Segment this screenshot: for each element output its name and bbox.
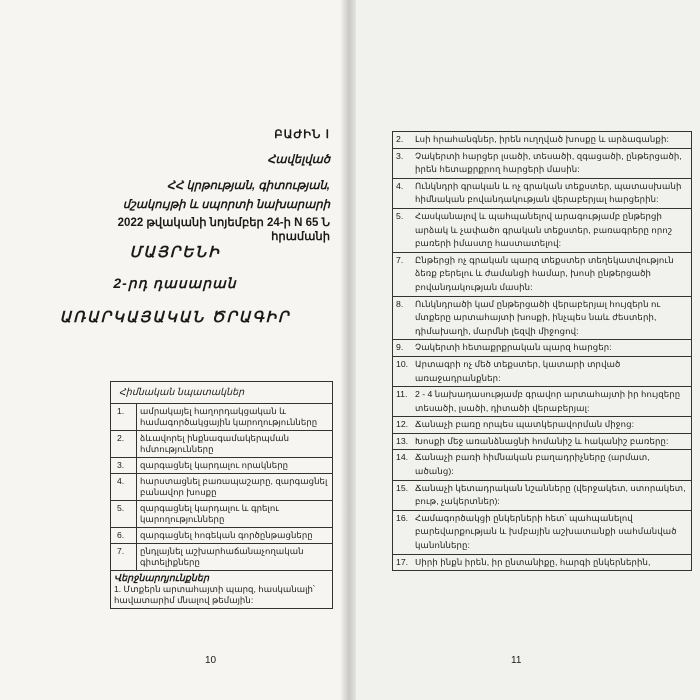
goal-number: 4. (111, 474, 137, 501)
result-row (393, 296, 692, 340)
result-number: 15. (393, 480, 413, 510)
goal-text: զարգացնել կարդալու որակները (137, 458, 333, 474)
result-text: Ճանաչի բառը որպես պատկերավորման միջոց: (412, 417, 692, 434)
result-number: 7. (393, 252, 413, 296)
result-row (393, 554, 692, 571)
program-title: ԱՌԱՐԿԱՅԱԿԱՆ ԾՐԱԳԻՐ (59, 309, 291, 326)
result-row (393, 417, 692, 434)
right-page (350, 0, 700, 700)
result-number: 14. (393, 450, 413, 480)
goal-text: զարգացնել հոգեկան գործընթացները (137, 528, 333, 544)
goal-text: հարստացնել բառապաշարը, զարգացնել բանավոր խոսքը (137, 474, 333, 501)
result-text: Ընթերցի ոչ գրական պարզ տեքստեր տեղեկատվություն ձեռք բերելու և ժամանցի համար, խոսի ընթերցածի բովանդակության մասին: (412, 252, 692, 296)
result-number: 13. (393, 433, 413, 450)
result-row (393, 387, 692, 417)
ministry-line-2: մշակույթի և սպորտի նախարարի (122, 199, 330, 211)
result-number: 5. (393, 208, 413, 252)
goal-text: զարգացնել կարդալու և գրելու կարողությունները (137, 501, 333, 528)
result-number: 4. (393, 178, 413, 208)
result-number: 2. (393, 132, 413, 149)
goal-number: 1. (111, 404, 137, 431)
goal-row (111, 404, 333, 431)
result-text: Ճանաչի կետադրական նշանները (վերջակետ, ստորակետ, բութ, չակերտներ): (412, 480, 692, 510)
goal-row (111, 458, 333, 474)
appendix-label: Հավելված (267, 154, 330, 166)
page-number-left: 10 (205, 655, 217, 666)
result-row (393, 178, 692, 208)
final-results-cell (111, 571, 333, 609)
result-row (393, 356, 692, 386)
result-row (393, 450, 692, 480)
result-number: 3. (393, 148, 413, 178)
result-text: Համագործակցի ընկերների հետ՝ պահպանելով բարեվարքության և խմբային աշխատանքի սահմանված կանոնները: (412, 510, 692, 554)
goal-row (111, 528, 333, 544)
result-text: Լսի հրահանգներ, իրեն ուղղված խոսքը և արձագանքի: (412, 132, 692, 149)
result-text: Չակերտի հարցեր լսածի, տեսածի, զգացածի, ընթերցածի, իրեն հետաքրքրող հարցերի մասին: (412, 148, 692, 178)
result-text: Չակերտի հետաքրքրական պարզ հարցեր: (412, 340, 692, 357)
goal-number: 6. (111, 528, 137, 544)
result-row (393, 480, 692, 510)
goal-text: ընդլայնել աշխարհաճանաչողական գիտելիքները (137, 544, 333, 571)
subject-title: ՄԱՅՐԵՆԻ (129, 244, 221, 261)
result-row (393, 252, 692, 296)
result-row (393, 433, 692, 450)
result-row (393, 510, 692, 554)
result-number: 8. (393, 296, 413, 340)
result-number: 10. (393, 356, 413, 386)
part-heading: ԲԱԺԻՆ Ⅰ (274, 129, 330, 141)
result-text: Ճանաչի բառի հիմնական բաղադրիչները (արմատ, ածանց): (412, 450, 692, 480)
final-result-item: 1. Մտքերն արտահայտի պարզ, հասկանալի՝ հավատարիմ մնալով թեմային: (114, 584, 315, 605)
result-number: 16. (393, 510, 413, 554)
result-text: Ունկնդրի գրական և ոչ գրական տեքստեր, պատասխանի հիմնական բովանդակության վերաբերյալ հարցերին: (412, 178, 692, 208)
result-number: 9. (393, 340, 413, 357)
goal-number: 3. (111, 458, 137, 474)
result-number: 11. (393, 387, 413, 417)
goal-row (111, 474, 333, 501)
final-results-header: Վերջնարդյունքներ (114, 573, 209, 584)
goals-table (110, 381, 333, 609)
goal-row (111, 544, 333, 571)
page-number-right: 11 (511, 655, 522, 666)
result-number: 12. (393, 417, 413, 434)
order-reference: 2022 թվականի նոյեմբեր 24-ի N 65 Ն հրամանի (117, 217, 330, 243)
goal-text: ամրակայել հաղորդակցական և համագործակցային կարողությունները (137, 404, 333, 431)
goal-number: 5. (111, 501, 137, 528)
results-table (392, 131, 692, 571)
grade-label: 2-րդ դասարան (113, 275, 237, 291)
ministry-line-1: ՀՀ կրթության, գիտության, (166, 180, 330, 192)
result-text: Սիրի ինքն իրեն, իր ընտանիքը, հարգի ընկերներին, (412, 554, 692, 571)
result-number: 17. (393, 554, 413, 571)
result-row (393, 340, 692, 357)
result-text: Հասկանալով և պահպանելով արագությամբ ընթերցի արձակ և չափածո գրական տեքստեր, բառագրերը որոշ բառերի իմաստը հաստատելով: (412, 208, 692, 252)
result-text: 2 - 4 նախադասությամբ գրավոր արտահայտի իր հույզերը տեսածի, լսածի, դիտածի վերաբերյալ: (412, 387, 692, 417)
result-text: Արտագրի ոչ մեծ տեքստեր, կատարի տրված առաջադրանքներ: (412, 356, 692, 386)
result-text: Խոսքի մեջ առանձնացնի հոմանիշ և հականիշ բառերը: (412, 433, 692, 450)
goal-number: 7. (111, 544, 137, 571)
book-gutter (340, 0, 356, 700)
goal-row (111, 431, 333, 458)
result-text: Ունկնդրածի կամ ընթերցածի վերաբերյալ հույզերն ու մտքերը արտահայտի խոսքի, ինչպես նաև ժեստերի, դիմախաղի, մարմնի լեզվի միջոցով: (412, 296, 692, 340)
goal-text: ձևավորել ինքնագամակերպման հմտությունները (137, 431, 333, 458)
result-row (393, 148, 692, 178)
result-row (393, 132, 692, 149)
result-row (393, 208, 692, 252)
goal-row (111, 501, 333, 528)
goals-header: Հիմնական նպատակներ (111, 382, 333, 404)
goal-number: 2. (111, 431, 137, 458)
